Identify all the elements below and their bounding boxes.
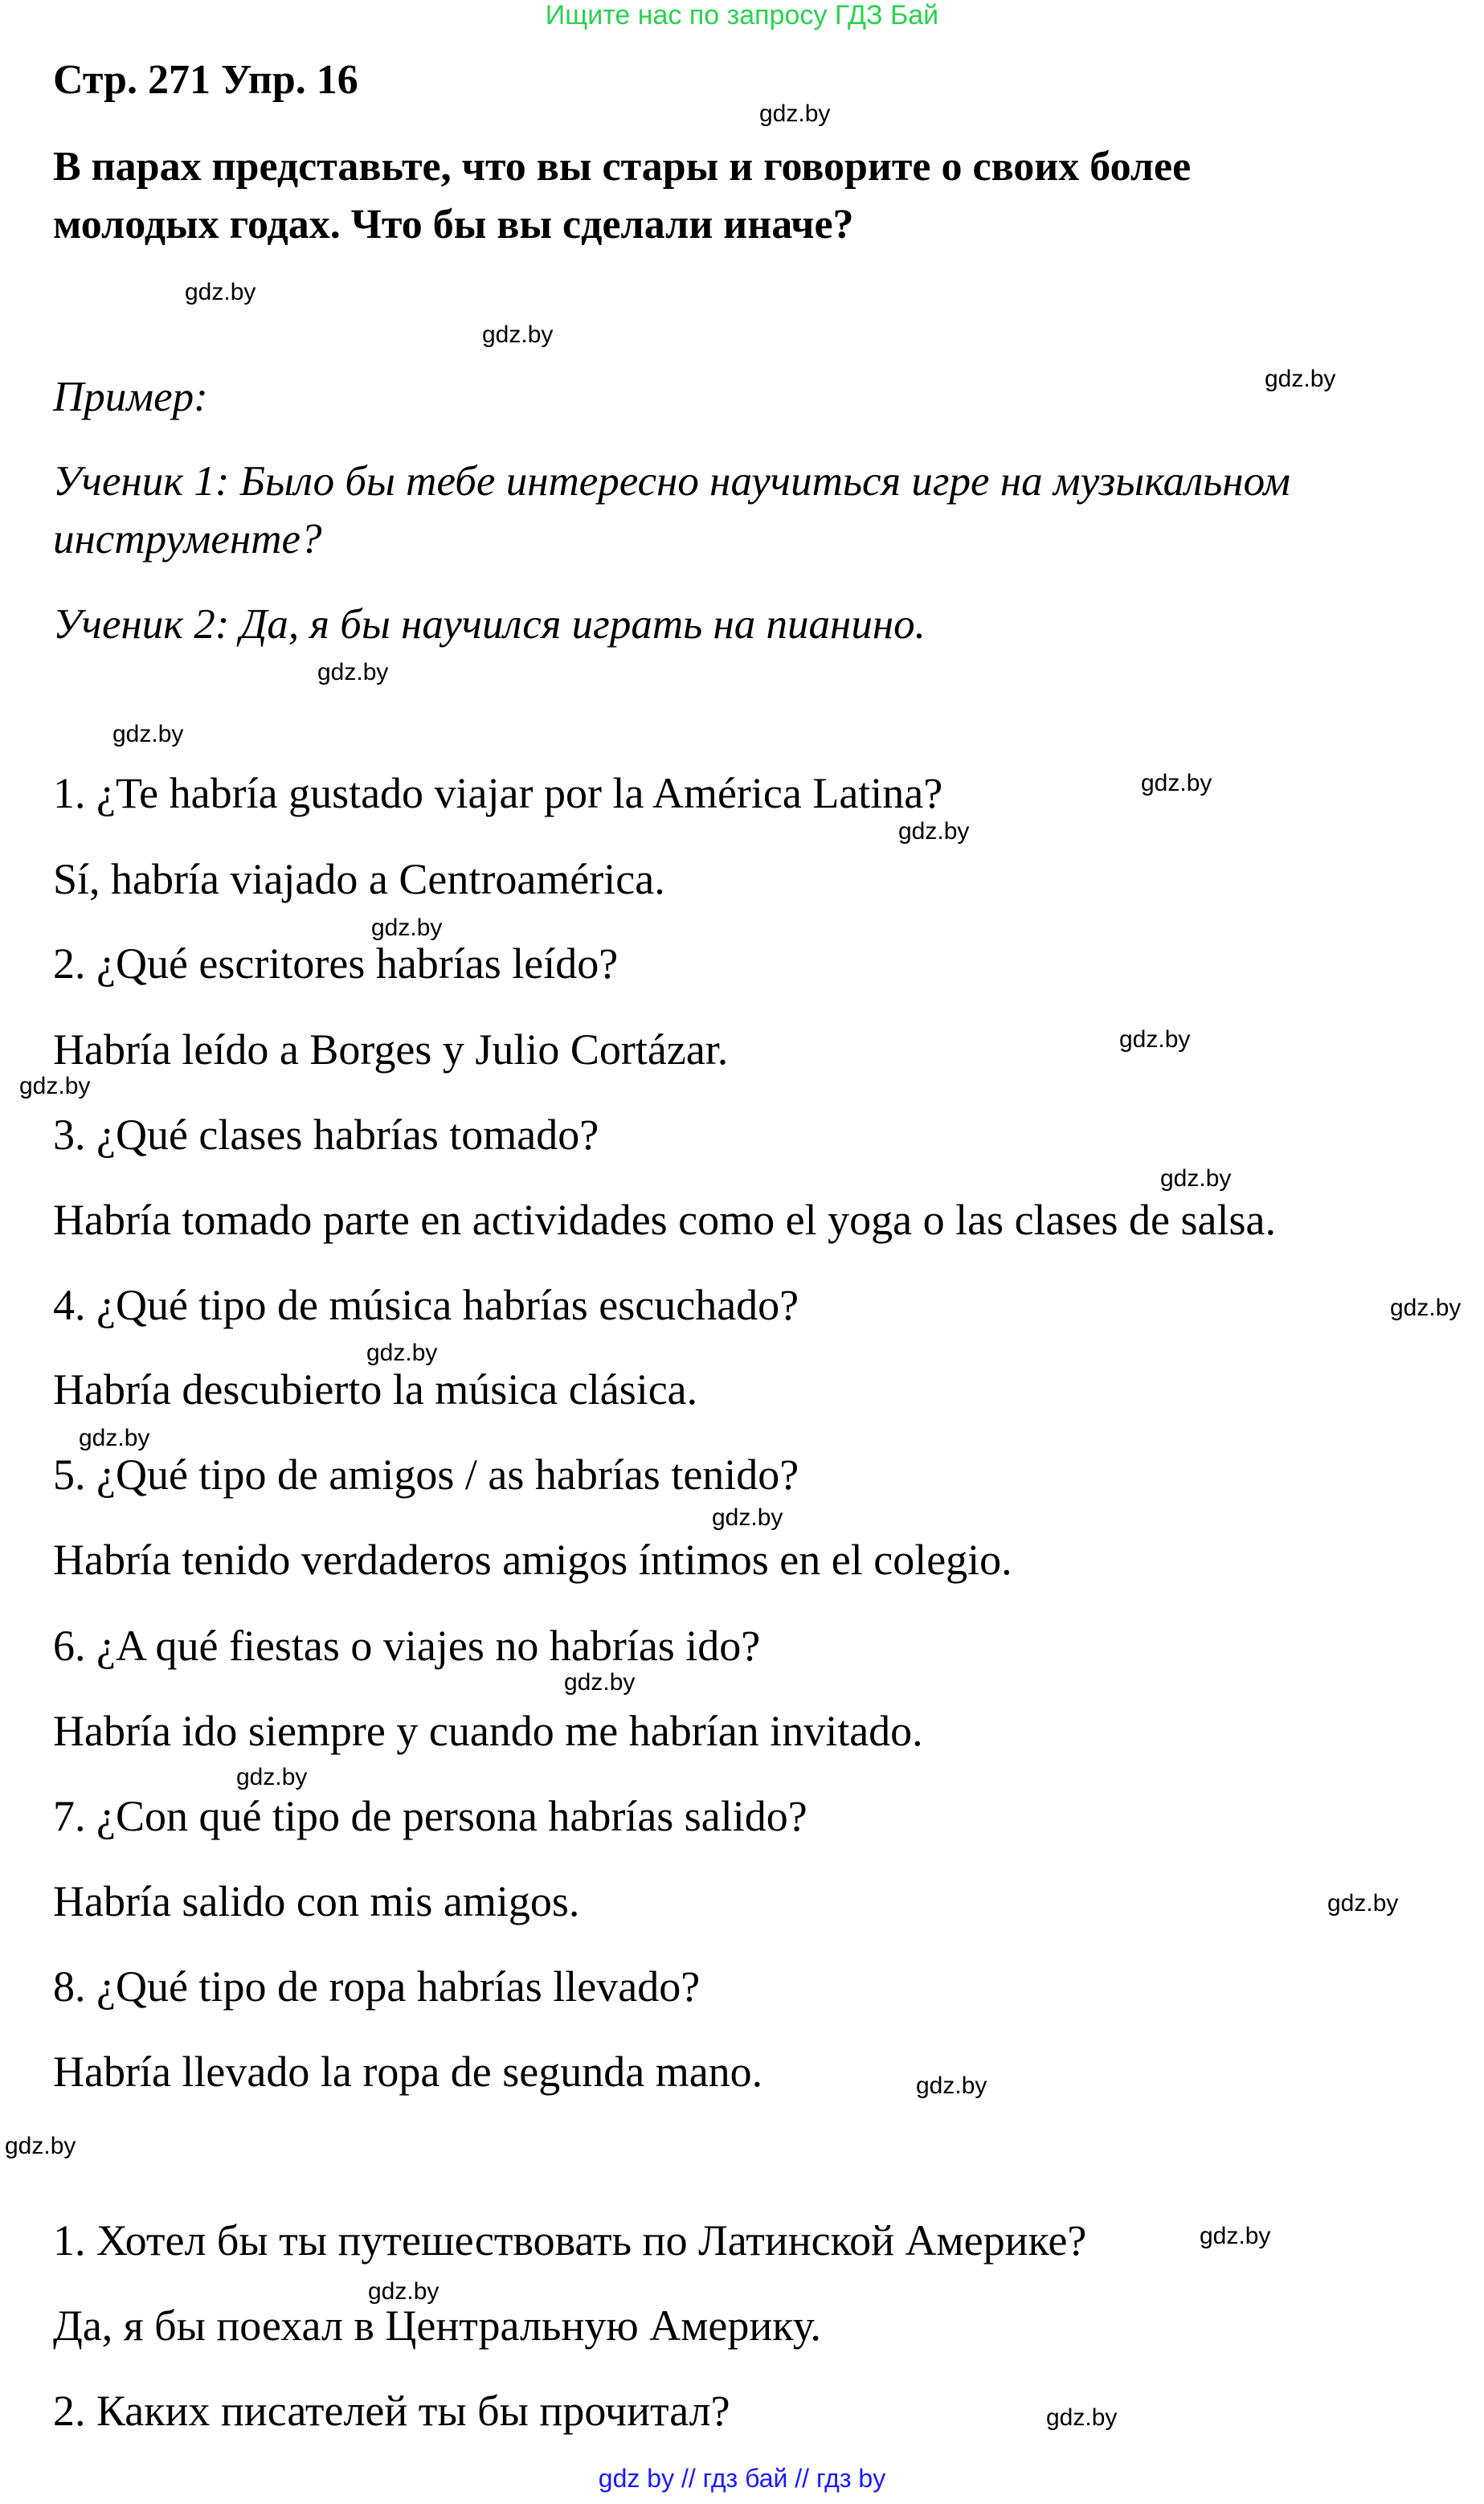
spanish-answer-1: Sí, habría viajado a Centroamérica.: [53, 855, 665, 903]
example-label: Пример:: [53, 374, 208, 420]
watermark: gdz.by: [112, 721, 184, 747]
watermark: gdz.by: [898, 818, 970, 845]
watermark: gdz.by: [759, 100, 831, 127]
spanish-question-3: 3. ¿Qué clases habrías tomado?: [53, 1111, 599, 1159]
watermark: gdz.by: [366, 1340, 438, 1366]
watermark: gdz.by: [1119, 1026, 1191, 1053]
russian-question-1: 1. Хотел бы ты путешествовать по Латинской Америке?: [53, 2216, 1087, 2265]
watermark: gdz.by: [1160, 1165, 1232, 1192]
spanish-answer-8: Habría llevado la ropa de segunda mano.: [53, 2048, 763, 2096]
spanish-question-5: 5. ¿Qué tipo de amigos / as habrías tenido?: [53, 1450, 799, 1499]
footer-links[interactable]: gdz by // гдз бай // гдз by: [598, 2464, 886, 2493]
watermark: gdz.by: [712, 1504, 783, 1531]
watermark: gdz.by: [564, 1669, 636, 1696]
watermark: gdz.by: [1390, 1295, 1462, 1321]
watermark: gdz.by: [317, 659, 389, 685]
watermark: gdz.by: [185, 279, 256, 305]
watermark: gdz.by: [79, 1425, 150, 1451]
spanish-question-2: 2. ¿Qué escritores habrías leído?: [53, 939, 619, 988]
russian-answer-1: Да, я бы поехал в Центральную Америку.: [53, 2301, 821, 2350]
watermark: gdz.by: [482, 321, 554, 348]
example-student-1-line-2: инструменте?: [53, 516, 322, 563]
watermark: gdz.by: [368, 2278, 439, 2305]
spanish-answer-6: Habría ido siempre y cuando me habrían invitado.: [53, 1707, 923, 1755]
spanish-question-4: 4. ¿Qué tipo de música habrías escuchado?: [53, 1281, 799, 1329]
watermark: gdz.by: [1327, 1890, 1399, 1917]
spanish-question-8: 8. ¿Qué tipo de ropa habrías llevado?: [53, 1962, 701, 2011]
watermark: gdz.by: [371, 914, 443, 941]
watermark: gdz.by: [1200, 2223, 1271, 2249]
task-line-2: молодых годах. Что бы вы сделали иначе?: [53, 202, 854, 248]
watermark: gdz.by: [1141, 770, 1212, 796]
task-line-1: В парах представьте, что вы стары и говорите о своих более: [53, 144, 1192, 190]
spanish-answer-3: Habría tomado parte en actividades como el yoga o las clases de salsa.: [53, 1196, 1276, 1244]
watermark: gdz.by: [1265, 366, 1336, 392]
example-student-2: Ученик 2: Да, я бы научился играть на пианино.: [53, 601, 926, 648]
watermark: gdz.by: [236, 1764, 308, 1790]
spanish-answer-5: Habría tenido verdaderos amigos íntimos en el colegio.: [53, 1536, 1012, 1584]
spanish-question-6: 6. ¿A qué fiestas o viajes no habrías ido?: [53, 1622, 761, 1670]
russian-question-2: 2. Каких писателей ты бы прочитал?: [53, 2387, 730, 2435]
example-student-1-line-1: Ученик 1: Было бы тебе интересно научиться игре на музыкальном: [53, 458, 1290, 505]
spanish-answer-2: Habría leído a Borges y Julio Cortázar.: [53, 1025, 729, 1074]
watermark: gdz.by: [5, 2133, 76, 2159]
spanish-question-7: 7. ¿Con qué tipo de persona habrías salido?: [53, 1792, 807, 1840]
search-banner[interactable]: Ищите нас по запросу ГДЗ Бай: [545, 0, 939, 31]
watermark: gdz.by: [916, 2072, 987, 2099]
spanish-answer-4: Habría descubierto la música clásica.: [53, 1365, 698, 1414]
spanish-answer-7: Habría salido con mis amigos.: [53, 1877, 580, 1925]
page-heading: Стр. 271 Упр. 16: [53, 57, 358, 103]
spanish-question-1: 1. ¿Te habría gustado viajar por la América Latina?: [53, 769, 943, 817]
watermark: gdz.by: [1046, 2404, 1118, 2431]
watermark: gdz.by: [19, 1073, 91, 1099]
